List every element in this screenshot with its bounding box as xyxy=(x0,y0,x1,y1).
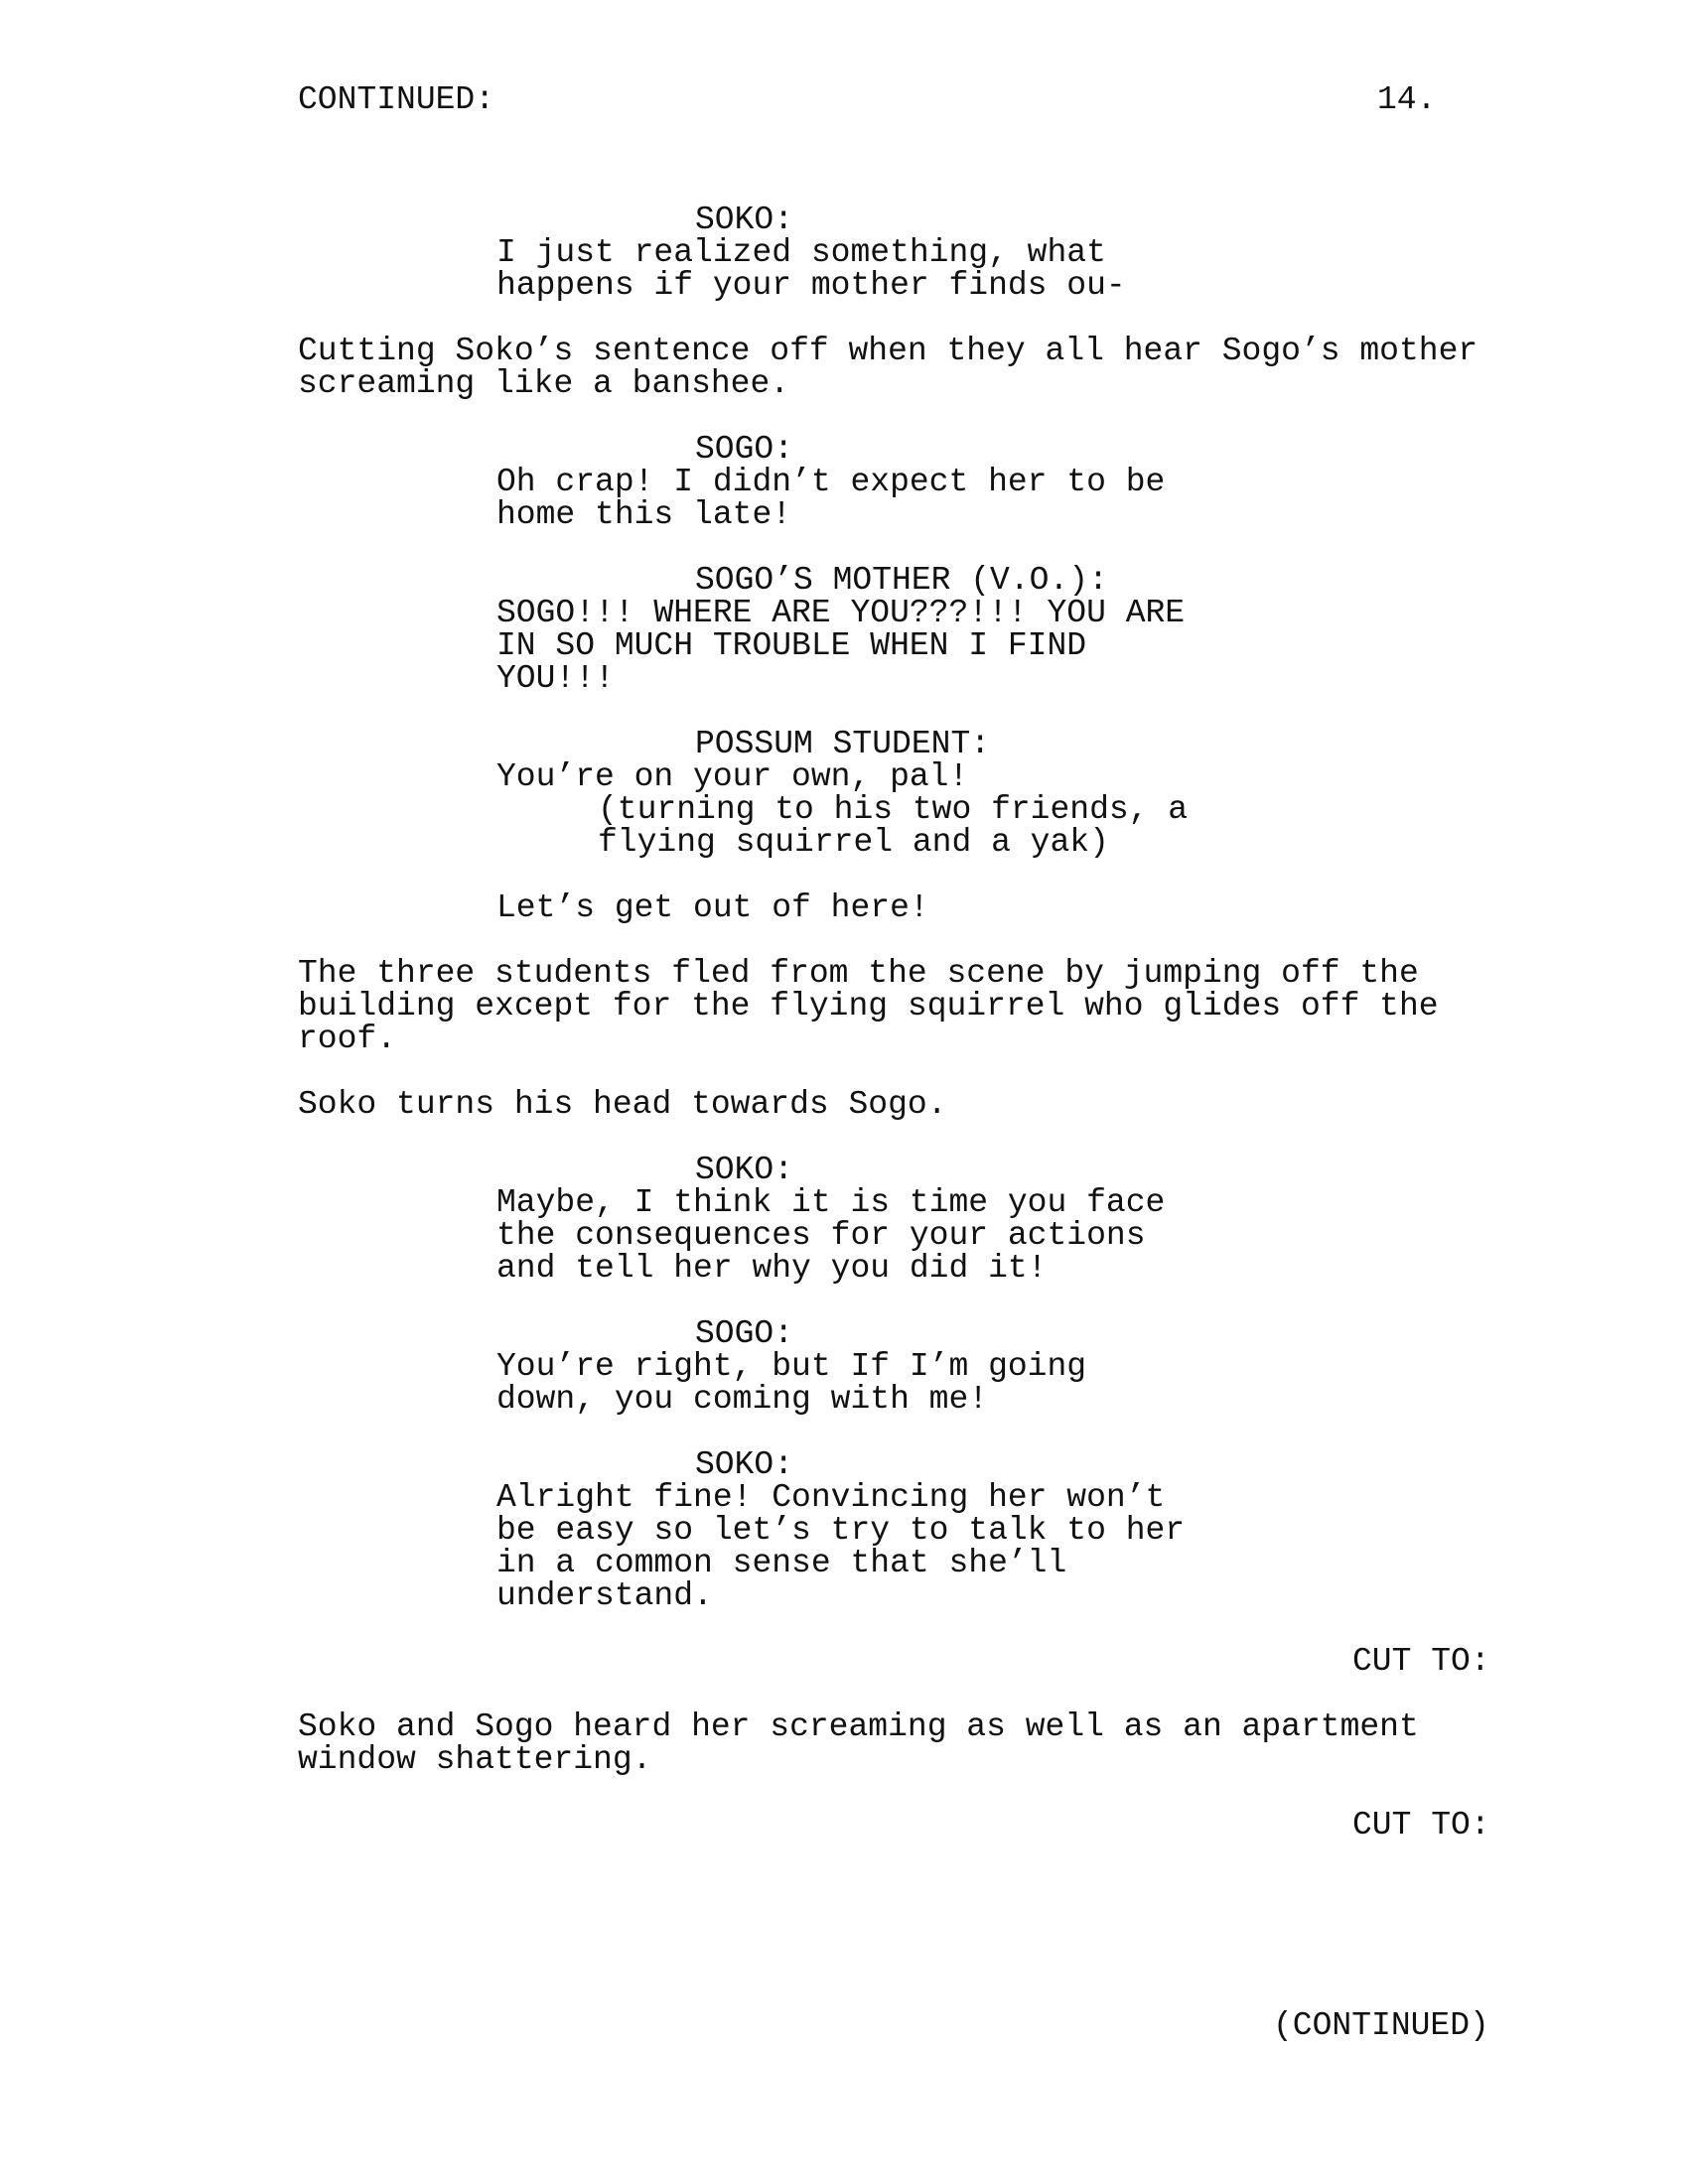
page-number: 14. xyxy=(1377,81,1437,118)
transition: CUT TO: xyxy=(1352,1807,1490,1843)
script-body xyxy=(298,204,1509,1842)
dialogue-line: Oh crap! I didn’t expect her to be xyxy=(496,464,1166,500)
dialogue-line: happens if your mother finds ou- xyxy=(496,267,1126,304)
transition: CUT TO: xyxy=(1352,1643,1490,1680)
footer-continued-label: (CONTINUED) xyxy=(1273,2007,1489,2044)
dialogue-line: Let’s get out of here! xyxy=(496,889,929,926)
dialogue-line: in a common sense that she’ll xyxy=(496,1545,1067,1581)
action-line: The three students fled from the scene by jumping off the xyxy=(298,955,1419,992)
action-line: Cutting Soko’s sentence off when they all hear Sogo’s mother xyxy=(298,333,1478,369)
dialogue-line: understand. xyxy=(496,1577,713,1614)
character-name: SOGO: xyxy=(695,431,794,468)
header-continued-label: CONTINUED: xyxy=(298,81,495,118)
character-name: SOKO: xyxy=(695,1152,794,1188)
character-name: POSSUM STUDENT: xyxy=(695,726,991,762)
dialogue-line: IN SO MUCH TROUBLE WHEN I FIND xyxy=(496,627,1087,664)
dialogue-line: Maybe, I think it is time you face xyxy=(496,1184,1166,1221)
character-name: SOGO: xyxy=(695,1315,794,1352)
action-line: screaming like a banshee. xyxy=(298,365,790,402)
action-line: Soko and Sogo heard her screaming as well as an apartment xyxy=(298,1708,1419,1745)
action-line: building except for the flying squirrel who glides off the xyxy=(298,988,1439,1024)
dialogue-line: You’re right, but If I’m going xyxy=(496,1348,1087,1385)
character-name: SOGO’S MOTHER (V.O.): xyxy=(695,562,1108,599)
action-line: roof. xyxy=(298,1021,397,1057)
dialogue-line: home this late! xyxy=(496,496,792,533)
parenthetical-line: (turning to his two friends, a xyxy=(598,791,1189,828)
dialogue-line: down, you coming with me! xyxy=(496,1381,989,1418)
dialogue-line: and tell her why you did it! xyxy=(496,1250,1048,1287)
dialogue-line: Alright fine! Convincing her won’t xyxy=(496,1479,1166,1516)
action-line: Soko turns his head towards Sogo. xyxy=(298,1086,947,1123)
dialogue-line: the consequences for your actions xyxy=(496,1217,1146,1254)
action-line: window shattering. xyxy=(298,1741,652,1778)
character-name: SOKO: xyxy=(695,202,794,238)
parenthetical-line: flying squirrel and a yak) xyxy=(598,824,1109,861)
dialogue-line: You’re on your own, pal! xyxy=(496,758,969,795)
dialogue-line: I just realized something, what xyxy=(496,234,1106,271)
dialogue-line: SOGO!!! WHERE ARE YOU???!!! YOU ARE xyxy=(496,595,1186,631)
dialogue-line: be easy so let’s try to talk to her xyxy=(496,1512,1186,1549)
character-name: SOKO: xyxy=(695,1446,794,1483)
dialogue-line: YOU!!! xyxy=(496,660,615,697)
